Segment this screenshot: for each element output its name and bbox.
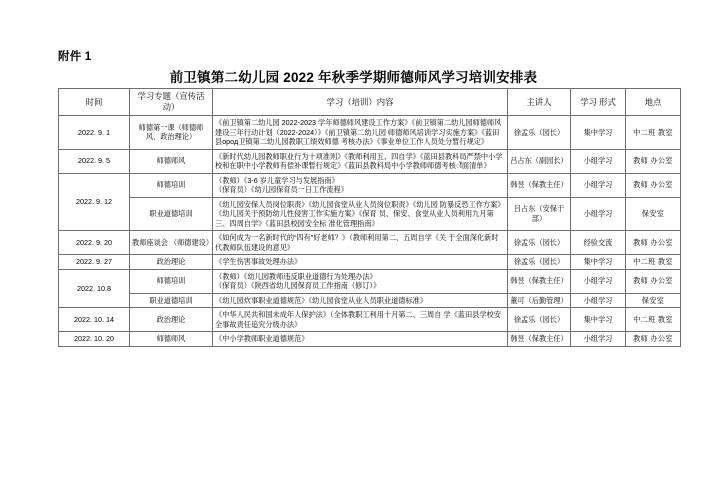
cell-content: 《新时代幼儿园教师职业行为十项准则》《教师利用五、四自学》《蓝田县教科局严禁中小学校和在职中小学教师有偿补课暂行规定》《蓝田县教科局中小学教师师德考核ों面清单》: [213, 149, 508, 173]
cell-place: 保安室: [626, 293, 681, 308]
cell-content: 《幼儿园炊事职业道德规范》《幼儿园食堂从业人员职业道德标准》: [213, 293, 508, 308]
cell-form: 小组学习: [571, 293, 626, 308]
cell-host: 吕占东（安保干部）: [508, 197, 571, 231]
column-header-time: 时间: [59, 89, 130, 116]
cell-time: 2022. 9. 27: [59, 255, 130, 270]
table-row: [59, 149, 681, 173]
cell-topic: 师德培训: [130, 173, 213, 197]
cell-topic: 师德培训: [130, 269, 213, 293]
table-row: [59, 293, 681, 308]
cell-host: 董可（后勤管理）: [508, 293, 571, 308]
cell-host: 徐孟乐（园长）: [508, 116, 571, 150]
cell-content: 《幼儿园安保人员岗位职责》《幼儿园食堂从业人员岗位职责》《幼儿园 防暴反恐工作方案》《幼儿园关于预防幼儿性侵害工作实施方案》《保育 员、保安、食堂从业人员利用九月第三、四周自学》《蓝田县校园安全标 准化管理指南》: [213, 197, 508, 231]
table-row: [59, 173, 681, 197]
page-title: 前卫镇第二幼儿园 2022 年秋季学期师德师风学习培训安排表: [169, 70, 538, 85]
cell-host: 韩昱（保教主任）: [508, 269, 571, 293]
cell-place: 教师 办公室: [626, 332, 681, 347]
cell-time: 2022. 10. 20: [59, 332, 130, 347]
schedule-table: [58, 88, 681, 347]
cell-time: 2022. 9. 20: [59, 231, 130, 255]
cell-time: 2022. 10.8: [59, 269, 130, 308]
cell-form: 小组学习: [571, 332, 626, 347]
cell-topic: 政治理论: [130, 255, 213, 270]
table-header-row: [59, 89, 681, 116]
cell-place: 教师 办公室: [626, 173, 681, 197]
cell-form: 小组学习: [571, 269, 626, 293]
cell-host: 徐孟乐（园长）: [508, 255, 571, 270]
cell-form: 小组学习: [571, 173, 626, 197]
table-row: [59, 308, 681, 332]
column-header-host: 主讲人: [508, 89, 571, 116]
cell-host: 徐孟乐（园长）: [508, 308, 571, 332]
cell-place: 教师 办公室: [626, 231, 681, 255]
cell-topic: 师德第一课（师德师风、政治理论）: [130, 116, 213, 150]
cell-topic: 教师座谈会 （师德建设）: [130, 231, 213, 255]
cell-form: 小组学习: [571, 149, 626, 173]
cell-time: 2022. 9. 1: [59, 116, 130, 150]
attachment-label: 附件 1: [58, 51, 92, 63]
column-header-content: 学习（培训）内容: [213, 89, 508, 116]
cell-content: 《中小学教师职业道德规范》: [213, 332, 508, 347]
cell-place: 中二班 教室: [626, 255, 681, 270]
cell-form: 小组学习: [571, 197, 626, 231]
table-row: [59, 197, 681, 231]
cell-content: （教师）《幼儿园教师违反职业道德行为处理办法》 （保育员）《陕西省幼儿园保育员工作指南（修订）》: [213, 269, 508, 293]
table-row: [59, 231, 681, 255]
table-row: [59, 116, 681, 150]
cell-topic: 政治理论: [130, 308, 213, 332]
cell-content: 《前卫镇第二幼儿园 2022-2023 学年师德师风建设工作方案》《前卫镇第二幼儿园师德师风建设三年行动计划（2022-2024）》《前卫镇第二幼儿园 师德师风培训学习实施方案》《蓝田县ород卫镇第二幼儿园教职工绩效师德 考核办法》《事业单位工作人员处分暂行规定》: [213, 116, 508, 150]
cell-place: 保安室: [626, 197, 681, 231]
column-header-form: 学习 形式: [571, 89, 626, 116]
cell-host: 韩昱（保教主任）: [508, 173, 571, 197]
table-body: [59, 116, 681, 347]
cell-form: 集中学习: [571, 116, 626, 150]
cell-topic: 职业道德培训: [130, 197, 213, 231]
cell-form: 集中学习: [571, 308, 626, 332]
table-row: [59, 332, 681, 347]
table-row: [59, 255, 681, 270]
column-header-place: 地点: [626, 89, 681, 116]
cell-topic: 职业道德培训: [130, 293, 213, 308]
cell-time: 2022. 9. 12: [59, 173, 130, 231]
cell-content: 《中华人民共和国未成年人保护法》（全体教职工利用十月第二、三周自 学《蓝田县学校安全事故责任追究分级办法》: [213, 308, 508, 332]
cell-content: 《学生伤害事故处理办法》: [213, 255, 508, 270]
cell-content: 《如何成为一名新时代的“四有”好老师？》（教师利用第二、五周自学《关 于全面深化新时代教师队伍建设的意见》: [213, 231, 508, 255]
cell-topic: 师德师风: [130, 149, 213, 173]
cell-host: 韩昱（保教主任）: [508, 332, 571, 347]
cell-host: 吕占东（副园长）: [508, 149, 571, 173]
cell-topic: 师德师风: [130, 332, 213, 347]
cell-place: 中二班 教室: [626, 116, 681, 150]
cell-time: 2022. 9. 5: [59, 149, 130, 173]
cell-content: （教师）《3-6 岁儿童学习与发展指南》 （保育员）《幼儿园保育员一日工作流程》: [213, 173, 508, 197]
cell-place: 教师 办公室: [626, 149, 681, 173]
cell-host: 徐孟乐（园长）: [508, 231, 571, 255]
table-row: [59, 269, 681, 293]
cell-form: 集中学习: [571, 255, 626, 270]
cell-place: 中二班 教室: [626, 308, 681, 332]
cell-time: 2022. 10. 14: [59, 308, 130, 332]
cell-place: 教师 办公室: [626, 269, 681, 293]
column-header-topic: 学习专题（宣传活动）: [130, 89, 213, 116]
cell-form: 经验交流: [571, 231, 626, 255]
